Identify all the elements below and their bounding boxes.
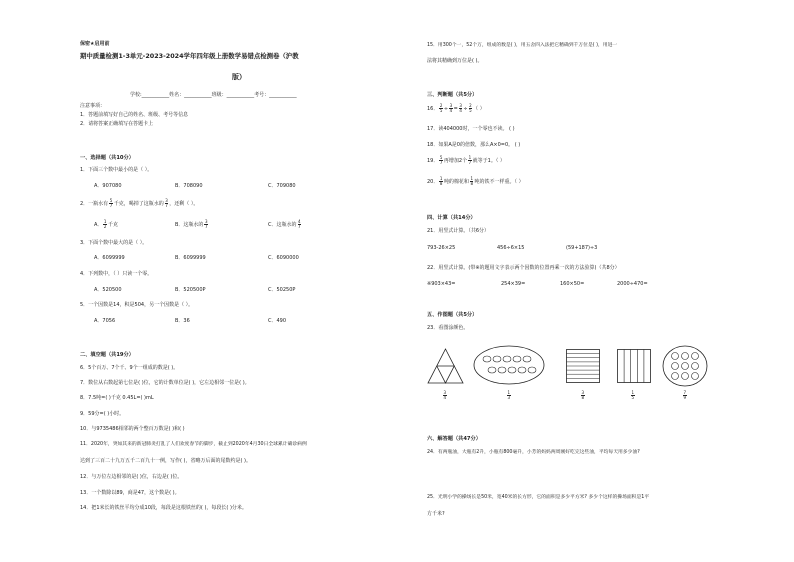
- question-11-line2: 达到了三百二十九万五千二百九十一例，写作( )，省略万后面的尾数约是( )。: [80, 458, 251, 464]
- question-25-line2: 方千米?: [427, 511, 445, 517]
- question-19: 19． $\frac{5}{7}$ 再增加2个 $\frac{1}{7}$ 就等于1。（ ）: [427, 155, 505, 165]
- striped-rectangle-figure: [566, 349, 600, 383]
- fraction: $\frac{1}{2}$: [103, 219, 107, 229]
- calc-7: 2000÷470=: [617, 281, 648, 287]
- q5-option-b: B．36: [175, 318, 190, 324]
- page-title-line1: 期中质量检测1-3单元-2023-2024学年四年级上册数学易错点检测卷（沪教: [80, 52, 299, 60]
- question-7: 7．数位从右数起第七位是( )位，它的计数单位是( )，它左边相邻一位是( )。: [80, 380, 250, 386]
- note-1: 1．答题前填写好自己的姓名、班级、考号等信息: [80, 112, 189, 118]
- question-2: 2．一瓶水有 $\frac{5}{7}$ 千克，喝掉了这瓶水的 $\frac{3}{7}$ ，还剩（ ）。: [80, 198, 199, 208]
- section-fill: 二、填空题（共19分）: [80, 352, 134, 358]
- fraction: $\frac{3}{7}$: [204, 219, 208, 229]
- question-17: 17．读404000时，一个零也不读。 ( ): [427, 126, 515, 132]
- ellipse-figure: [473, 345, 545, 385]
- question-3: 3．下面个数中最大的是（ ）。: [80, 240, 148, 246]
- question-11-line1: 11．2020年，突如其来的新冠肺炎打乱了人们欢度春节的脚步，截止到2020年4月30日全球累计确诊病例: [80, 442, 307, 447]
- q3-option-c: C．6090000: [268, 255, 299, 261]
- calc-6: 160×50=: [560, 281, 585, 287]
- calc-3: (59+187)÷3: [566, 245, 598, 251]
- section-draw: 五、作图题（共5分）: [427, 312, 478, 318]
- fraction: $\frac{1}{8}$: [470, 176, 473, 186]
- section-calc: 四、计算（共14分）: [427, 215, 476, 221]
- question-22: 22．用竖式计算。(带※的题用文字表示两个因数的位置再乘一次的方法验算)（共8分）: [427, 265, 620, 271]
- page-title-line2: 版）: [232, 73, 246, 81]
- q1-option-b: B．708090: [175, 183, 203, 189]
- fraction: $\frac{1}{7}$: [468, 155, 472, 165]
- notes-label: 注意事项：: [80, 103, 106, 109]
- section-answer: 六、解答题（共47分）: [427, 436, 481, 442]
- calc-5: 254×39=: [501, 281, 526, 287]
- question-14: 14．把1米长的铁丝平均分成10段，每段是这根铁丝的( )，每段长( )分米。: [80, 505, 247, 511]
- fraction: $\frac{1}{8}$: [439, 176, 443, 186]
- q4-option-a: A．520500: [94, 287, 122, 293]
- fraction: $\frac{5}{7}$: [439, 155, 443, 165]
- fraction: $\frac{3}{4}$: [449, 103, 453, 113]
- question-25-line1: 25．光明小学的操场长是50米，宽40米的长方形，它的面积是多少平方米? 多少个这样的操场面积是1平: [427, 495, 650, 500]
- question-10: 10．与9735486相邻的两个整百万数是( )和( ): [80, 426, 185, 432]
- section-choice: 一、选择题（共10分）: [80, 155, 134, 161]
- q3-option-a: A．6099999: [94, 255, 125, 261]
- question-15-line1: 15．用300个一，52个万，组成的数是( )，用五舍四入法把它精确到千万位是( )，用进一: [427, 43, 618, 48]
- dotted-ellipse-figure: [662, 345, 708, 387]
- question-12: 12．与万位左边相邻的是( )位，右边是( )位。: [80, 474, 183, 480]
- q3-option-b: B．6099999: [175, 255, 206, 261]
- figure-fraction: $\frac{3}{8}$: [581, 390, 585, 400]
- calc-1: 793-26×25: [427, 245, 456, 251]
- q2-option-b: B．这瓶水的 $\frac{3}{7}$: [175, 219, 208, 229]
- section-judge: 三、判断题（共5分）: [427, 92, 478, 98]
- figure-fraction: $\frac{1}{5}$: [631, 390, 635, 400]
- question-8: 8．7.5吨=( )千克 0.45L=( )mL: [80, 395, 154, 401]
- question-4: 4．下列数中，（ ）只读一个零。: [80, 271, 153, 277]
- fraction: $\frac{2}{5}$: [439, 103, 443, 113]
- q4-option-c: C．50250P: [268, 287, 296, 293]
- question-6: 6．5个百万、7个千、9个一组成的数是( )。: [80, 365, 179, 371]
- fraction: $\frac{5}{7}$: [109, 198, 113, 208]
- q5-option-c: C．490: [268, 318, 287, 324]
- fraction: $\frac{3}{4}$: [459, 103, 462, 113]
- secret-label: 保密★启用前: [80, 41, 110, 47]
- question-1: 1．下面三个数中最小的是（ ）。: [80, 167, 153, 173]
- question-15-line2: 法将其精确到万位是( )。: [427, 58, 483, 64]
- fraction: $\frac{4}{7}$: [298, 219, 301, 229]
- question-5: 5．一个因数是14，积是504，另一个因数是（ ）。: [80, 302, 194, 308]
- q2-option-a: A． $\frac{1}{2}$ 千克: [94, 219, 118, 229]
- calc-2: 456÷6×15: [497, 245, 525, 251]
- question-20: 20． $\frac{1}{8}$ 吨的棉花和 $\frac{1}{8}$ 吨的铁不一样重。（ ）: [427, 176, 524, 186]
- q4-option-b: B．520500P: [175, 287, 206, 293]
- question-13: 13．一个数除以89，商是47，这个数是( )。: [80, 490, 180, 496]
- fraction: $\frac{2}{5}$: [469, 103, 472, 113]
- figure-fraction: $\frac{7}{9}$: [683, 390, 687, 400]
- question-24: 24．有两瓶油，大瓶有2升，小瓶有800毫升，小芳的妈妈两周刚好吃完这些油，平均每天用多少油?: [427, 450, 640, 455]
- figure-fraction: $\frac{1}{3}$: [507, 390, 511, 400]
- figure-fraction: $\frac{3}{4}$: [443, 390, 447, 400]
- fraction: $\frac{3}{7}$: [165, 198, 168, 208]
- triangle-figure: [427, 348, 464, 384]
- question-21: 21．用竖式计算。（共6分）: [427, 228, 490, 234]
- student-info: 学校:___________姓名：___________班级：___________考号：___________: [130, 92, 297, 98]
- question-23: 23．看图涂颜色。: [427, 325, 469, 331]
- question-18: 18．如果A是0的倍数，那么A×0=0。 ( ): [427, 142, 521, 148]
- q5-option-a: A．7056: [94, 318, 116, 324]
- q2-option-c: C．这瓶水的 $\frac{4}{7}$: [268, 219, 301, 229]
- note-2: 2．请将答案正确填写在答题卡上: [80, 121, 154, 127]
- q1-option-c: C．709080: [268, 183, 296, 189]
- question-16: 16． $\frac{2}{5}$ ÷ $\frac{3}{4}$ = $\frac{3}{4}$ ÷ $\frac{2}{5}$ （ ）: [427, 103, 485, 113]
- q1-option-a: A．907080: [94, 183, 122, 189]
- calc-4: ※903×43=: [427, 281, 456, 287]
- question-9: 9．59分=( )小时。: [80, 411, 125, 417]
- column-rectangle-figure: [617, 349, 651, 383]
